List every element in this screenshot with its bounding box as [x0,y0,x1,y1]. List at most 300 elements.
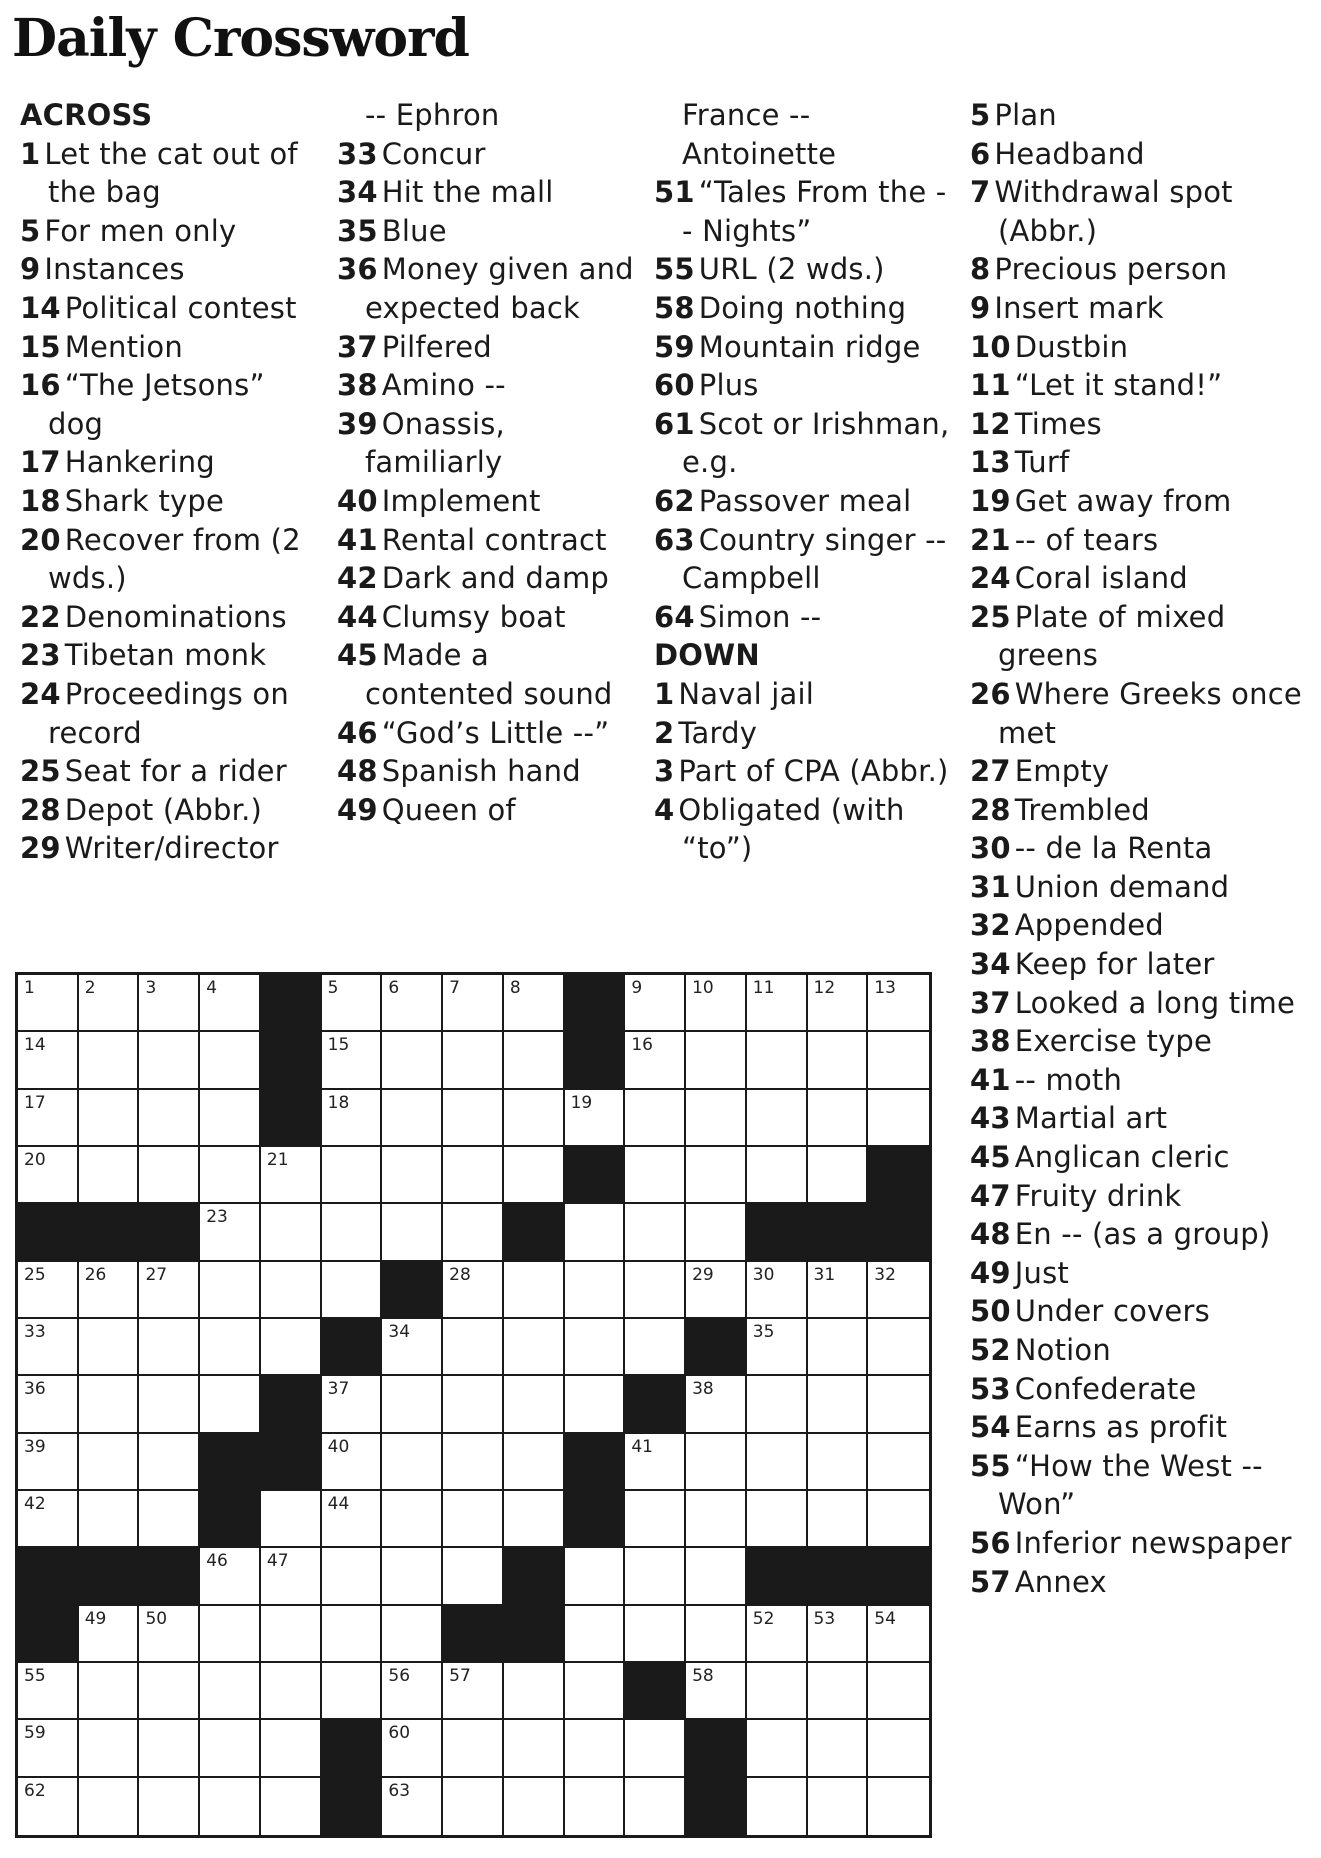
grid-cell[interactable] [322,975,383,1032]
grid-cell[interactable] [747,1147,808,1204]
grid-cell[interactable] [382,1376,443,1433]
cell-number: 53 [813,1608,836,1629]
grid-cell[interactable] [382,975,443,1032]
grid-cell[interactable] [747,1720,808,1777]
grid-cell[interactable] [443,1262,504,1319]
clue-item [970,443,1310,482]
grid-cell[interactable] [625,1778,686,1835]
grid-cell[interactable] [18,1663,79,1720]
cell-number: 19 [570,1092,593,1113]
grid-cell[interactable] [868,1319,929,1376]
clue-text: Country singer -- Campbell [682,522,947,596]
clue-text: Earns as profit [1014,1410,1228,1445]
clue-item [970,1370,1310,1409]
grid-cell[interactable] [18,1147,79,1204]
clue-text: Get away from [1014,483,1232,518]
clue-item [337,559,637,598]
clue-item [970,675,1310,752]
clue-item [970,1099,1310,1138]
grid-cell[interactable] [79,1606,140,1663]
grid-cell[interactable] [139,975,200,1032]
clue-number: 53 [970,1371,1011,1406]
grid-cell[interactable] [625,1090,686,1147]
grid-cell[interactable] [139,1434,200,1491]
clue-continuation [337,96,637,135]
grid-cell[interactable] [747,1376,808,1433]
grid-cell[interactable] [322,1090,383,1147]
grid-cell[interactable] [504,1147,565,1204]
grid-cell[interactable] [808,1491,869,1548]
grid-cell[interactable] [139,1491,200,1548]
grid-cell[interactable] [382,1204,443,1261]
clue-text: Just [1014,1255,1069,1290]
section-heading: ACROSS [20,98,153,132]
grid-cell[interactable] [18,1720,79,1777]
grid-cell[interactable] [625,975,686,1032]
grid-block [686,1720,747,1777]
grid-cell[interactable] [747,1491,808,1548]
grid-cell[interactable] [139,1663,200,1720]
cell-number: 17 [24,1092,46,1113]
clue-text: Martial art [1014,1101,1168,1136]
clue-text: Looked a long time [1014,985,1296,1020]
grid-cell[interactable] [625,1262,686,1319]
grid-block [18,1204,79,1261]
clue-number: 6 [970,136,991,171]
grid-cell[interactable] [747,1319,808,1376]
grid-block [18,1606,79,1663]
grid-cell[interactable] [504,1032,565,1089]
grid-cell[interactable] [200,1032,261,1089]
cell-number: 58 [692,1665,714,1686]
clue-number: 52 [970,1333,1011,1367]
grid-cell[interactable] [808,1663,869,1720]
clue-item [337,714,637,753]
grid-cell[interactable] [808,1147,869,1204]
grid-cell[interactable] [79,975,140,1032]
grid-cell[interactable] [686,1548,747,1605]
grid-cell[interactable] [686,1090,747,1147]
grid-cell[interactable] [868,1376,929,1433]
grid-cell[interactable] [868,1090,929,1147]
clue-text: Tibetan monk [64,638,267,673]
clue-text: Dark and damp [381,561,610,596]
clue-item [970,405,1310,444]
grid-cell[interactable] [382,1090,443,1147]
grid-cell[interactable] [322,1147,383,1204]
clue-number: 5 [970,98,991,132]
clue-item [337,405,637,482]
clue-item [970,791,1310,830]
grid-cell[interactable] [565,1204,626,1261]
clue-item [654,598,954,637]
grid-cell[interactable] [261,1491,322,1548]
clue-item [654,752,954,791]
clue-item [654,714,954,753]
clue-item [970,1292,1310,1331]
grid-cell[interactable] [382,1720,443,1777]
grid-cell[interactable] [443,1032,504,1089]
grid-cell[interactable] [79,1376,140,1433]
grid-cell[interactable] [808,1262,869,1319]
grid-cell[interactable] [747,1606,808,1663]
grid-cell[interactable] [79,1262,140,1319]
grid-cell[interactable] [504,1319,565,1376]
grid-block [565,1147,626,1204]
clue-number: 61 [654,406,695,441]
grid-cell[interactable] [322,1548,383,1605]
clue-number: 12 [970,406,1011,441]
grid-cell[interactable] [443,975,504,1032]
clue-text: -- of tears [1014,522,1159,557]
clue-number: 5 [20,213,41,248]
grid-cell[interactable] [625,1319,686,1376]
grid-cell[interactable] [686,1262,747,1319]
clue-item [970,1447,1310,1524]
cell-number: 57 [449,1665,471,1686]
grid-cell[interactable] [200,1548,261,1605]
clue-text: Inferior newspaper [1014,1525,1292,1560]
grid-cell[interactable] [382,1491,443,1548]
clue-item [970,1061,1310,1100]
grid-cell[interactable] [139,1090,200,1147]
grid-cell[interactable] [382,1147,443,1204]
grid-cell[interactable] [79,1720,140,1777]
grid-cell[interactable] [868,1262,929,1319]
grid-cell[interactable] [443,1548,504,1605]
grid-cell[interactable] [565,1090,626,1147]
grid-cell[interactable] [79,1147,140,1204]
grid-cell[interactable] [443,1434,504,1491]
cell-number: 62 [24,1780,46,1801]
grid-cell[interactable] [808,1090,869,1147]
grid-cell[interactable] [322,1606,383,1663]
grid-cell[interactable] [808,1606,869,1663]
clue-text: Keep for later [1014,947,1215,982]
clue-text: Doing nothing [698,290,907,325]
clue-text: Amino -- [381,368,506,403]
cell-number: 4 [206,978,218,998]
clue-text: Withdrawal spot (Abbr.) [994,175,1233,248]
grid-cell[interactable] [625,1720,686,1777]
grid-cell[interactable] [200,1376,261,1433]
clue-text: Insert mark [994,290,1164,325]
clue-number: 22 [20,599,61,634]
grid-cell[interactable] [261,1606,322,1663]
grid-cell[interactable] [747,975,808,1032]
clue-number: 46 [337,715,378,750]
cell-number: 2 [84,978,96,998]
grid-cell[interactable] [261,1778,322,1835]
grid-cell[interactable] [79,1032,140,1089]
grid-cell[interactable] [686,1032,747,1089]
clue-item [970,135,1310,174]
grid-cell[interactable] [747,1032,808,1089]
grid-cell[interactable] [322,1663,383,1720]
grid-cell[interactable] [18,1376,79,1433]
grid-cell[interactable] [868,1491,929,1548]
grid-cell[interactable] [565,1262,626,1319]
grid-cell[interactable] [747,1090,808,1147]
grid-cell[interactable] [200,1090,261,1147]
grid-cell[interactable] [261,1720,322,1777]
clue-item [970,1408,1310,1447]
grid-cell[interactable] [808,1376,869,1433]
clue-text: Money given and expected back [365,252,634,325]
grid-cell[interactable] [565,1606,626,1663]
grid-cell[interactable] [747,1778,808,1835]
cell-number: 36 [24,1379,46,1400]
grid-cell[interactable] [625,1204,686,1261]
cell-number: 30 [752,1264,775,1285]
grid-cell[interactable] [382,1778,443,1835]
clue-item [20,482,320,521]
grid-cell[interactable] [686,1147,747,1204]
grid-cell[interactable] [322,1204,383,1261]
grid-cell[interactable] [565,1548,626,1605]
grid-block [868,1548,929,1605]
grid-cell[interactable] [322,1262,383,1319]
grid-cell[interactable] [382,1548,443,1605]
grid-cell[interactable] [200,975,261,1032]
cell-number: 20 [24,1149,46,1170]
clue-item [337,212,637,251]
grid-cell[interactable] [18,1319,79,1376]
grid-cell[interactable] [686,975,747,1032]
clue-number: 38 [970,1024,1011,1059]
grid-cell[interactable] [18,1032,79,1089]
grid-cell[interactable] [139,1720,200,1777]
grid-cell[interactable] [686,1376,747,1433]
clue-item [970,1254,1310,1293]
grid-cell[interactable] [868,1434,929,1491]
grid-cell[interactable] [200,1204,261,1261]
clue-item [970,250,1310,289]
grid-cell[interactable] [139,1319,200,1376]
grid-cell[interactable] [808,1032,869,1089]
grid-cell[interactable] [686,1204,747,1261]
grid-cell[interactable] [382,1434,443,1491]
grid-cell[interactable] [565,1778,626,1835]
grid-block [79,1204,140,1261]
grid-block [261,975,322,1032]
grid-cell[interactable] [868,1778,929,1835]
grid-cell[interactable] [504,1090,565,1147]
grid-cell[interactable] [504,975,565,1032]
clue-text: France -- Antoinette [682,98,837,171]
clue-text: Political contest [64,290,297,325]
clue-number: 58 [654,290,695,325]
grid-cell[interactable] [565,1720,626,1777]
grid-cell[interactable] [18,975,79,1032]
cell-number: 13 [874,978,896,998]
grid-cell[interactable] [261,1147,322,1204]
grid-cell[interactable] [504,1491,565,1548]
grid-cell[interactable] [686,1491,747,1548]
grid-cell[interactable] [18,1778,79,1835]
clue-item [654,250,954,289]
clue-item [20,791,320,830]
grid-cell[interactable] [79,1663,140,1720]
grid-cell[interactable] [625,1606,686,1663]
grid-cell[interactable] [79,1090,140,1147]
clue-text: Times [1014,406,1102,441]
clue-number: 57 [970,1564,1011,1599]
grid-cell[interactable] [443,1663,504,1720]
clue-number: 34 [970,947,1011,982]
clue-item [337,366,637,405]
grid-cell[interactable] [79,1491,140,1548]
clue-number: 2 [654,715,675,750]
grid-cell[interactable] [139,1262,200,1319]
grid-cell[interactable] [504,1376,565,1433]
grid-cell[interactable] [322,1032,383,1089]
grid-cell[interactable] [443,1720,504,1777]
clue-text: “The Jetsons” dog [48,368,265,441]
clue-text: Made a contented sound [365,638,613,711]
grid-cell[interactable] [565,1376,626,1433]
grid-cell[interactable] [625,1434,686,1491]
clue-item [970,829,1310,868]
grid-cell[interactable] [747,1663,808,1720]
grid-cell[interactable] [504,1434,565,1491]
grid-cell[interactable] [382,1663,443,1720]
grid-cell[interactable] [18,1434,79,1491]
cell-number: 63 [388,1780,411,1801]
grid-cell[interactable] [504,1720,565,1777]
clue-item [20,366,320,443]
grid-cell[interactable] [382,1032,443,1089]
grid-cell[interactable] [565,1663,626,1720]
clue-number: 41 [337,522,378,557]
grid-cell[interactable] [868,975,929,1032]
grid-cell[interactable] [686,1434,747,1491]
grid-cell[interactable] [868,1663,929,1720]
grid-cell[interactable] [200,1147,261,1204]
grid-cell[interactable] [686,1606,747,1663]
grid-cell[interactable] [808,975,869,1032]
grid-cell[interactable] [868,1606,929,1663]
grid-cell[interactable] [565,1319,626,1376]
clue-item [337,791,637,830]
grid-cell[interactable] [443,1778,504,1835]
grid-cell[interactable] [18,1262,79,1319]
grid-cell[interactable] [443,1204,504,1261]
clue-number: 28 [20,792,61,827]
grid-cell[interactable] [322,1434,383,1491]
grid-cell[interactable] [139,1778,200,1835]
grid-cell[interactable] [261,1262,322,1319]
clue-text: “Let it stand!” [1014,368,1223,403]
grid-cell[interactable] [868,1720,929,1777]
grid-cell[interactable] [261,1319,322,1376]
clue-item [20,675,320,752]
grid-cell[interactable] [747,1434,808,1491]
grid-cell[interactable] [504,1778,565,1835]
grid-cell[interactable] [382,1606,443,1663]
grid-cell[interactable] [139,1032,200,1089]
clue-item [20,135,320,212]
grid-cell[interactable] [200,1720,261,1777]
clue-number: 31 [970,869,1011,904]
grid-cell[interactable] [443,1491,504,1548]
grid-cell[interactable] [200,1778,261,1835]
clue-number: 25 [970,599,1011,634]
grid-block [322,1319,383,1376]
grid-cell[interactable] [808,1319,869,1376]
cell-number: 55 [24,1665,46,1686]
clue-text: Hankering [64,445,215,480]
grid-cell[interactable] [322,1491,383,1548]
grid-cell[interactable] [747,1262,808,1319]
grid-cell[interactable] [686,1663,747,1720]
grid-cell[interactable] [625,1147,686,1204]
page-title: Daily Crossword [12,8,469,69]
grid-cell[interactable] [79,1434,140,1491]
grid-cell[interactable] [443,1319,504,1376]
grid-cell[interactable] [139,1147,200,1204]
grid-cell[interactable] [200,1319,261,1376]
grid-cell[interactable] [382,1319,443,1376]
grid-cell[interactable] [443,1147,504,1204]
crossword-grid [15,972,932,1838]
grid-cell[interactable] [200,1606,261,1663]
clue-number: 21 [970,522,1011,557]
grid-cell[interactable] [261,1204,322,1261]
grid-cell[interactable] [625,1491,686,1548]
grid-cell[interactable] [504,1262,565,1319]
grid-cell[interactable] [200,1663,261,1720]
clue-number: 50 [970,1294,1011,1329]
clue-text: Seat for a rider [64,754,287,789]
grid-cell[interactable] [808,1778,869,1835]
grid-cell[interactable] [261,1663,322,1720]
grid-cell[interactable] [79,1319,140,1376]
grid-cell[interactable] [322,1376,383,1433]
grid-cell[interactable] [261,1548,322,1605]
grid-block [565,975,626,1032]
clue-text: Naval jail [678,676,815,711]
grid-cell[interactable] [443,1090,504,1147]
grid-cell[interactable] [868,1032,929,1089]
grid-cell[interactable] [200,1262,261,1319]
grid-cell[interactable] [18,1090,79,1147]
cell-number: 41 [631,1436,653,1457]
grid-cell[interactable] [625,1032,686,1089]
clue-item [337,173,637,212]
grid-cell[interactable] [139,1376,200,1433]
clue-number: 48 [337,754,378,789]
grid-cell[interactable] [625,1548,686,1605]
grid-cell[interactable] [18,1491,79,1548]
clue-number: 47 [970,1178,1011,1213]
grid-cell[interactable] [443,1376,504,1433]
grid-cell[interactable] [504,1663,565,1720]
clue-number: 56 [970,1525,1011,1560]
grid-cell[interactable] [139,1606,200,1663]
clue-item [970,521,1310,560]
clue-text: Mountain ridge [698,329,921,364]
grid-cell[interactable] [79,1778,140,1835]
grid-block [139,1548,200,1605]
grid-block [261,1090,322,1147]
clue-number: 63 [654,522,695,557]
grid-cell[interactable] [808,1434,869,1491]
grid-cell[interactable] [808,1720,869,1777]
clue-number: 27 [970,754,1011,789]
clue-item [654,328,954,367]
cell-number: 25 [24,1264,46,1285]
